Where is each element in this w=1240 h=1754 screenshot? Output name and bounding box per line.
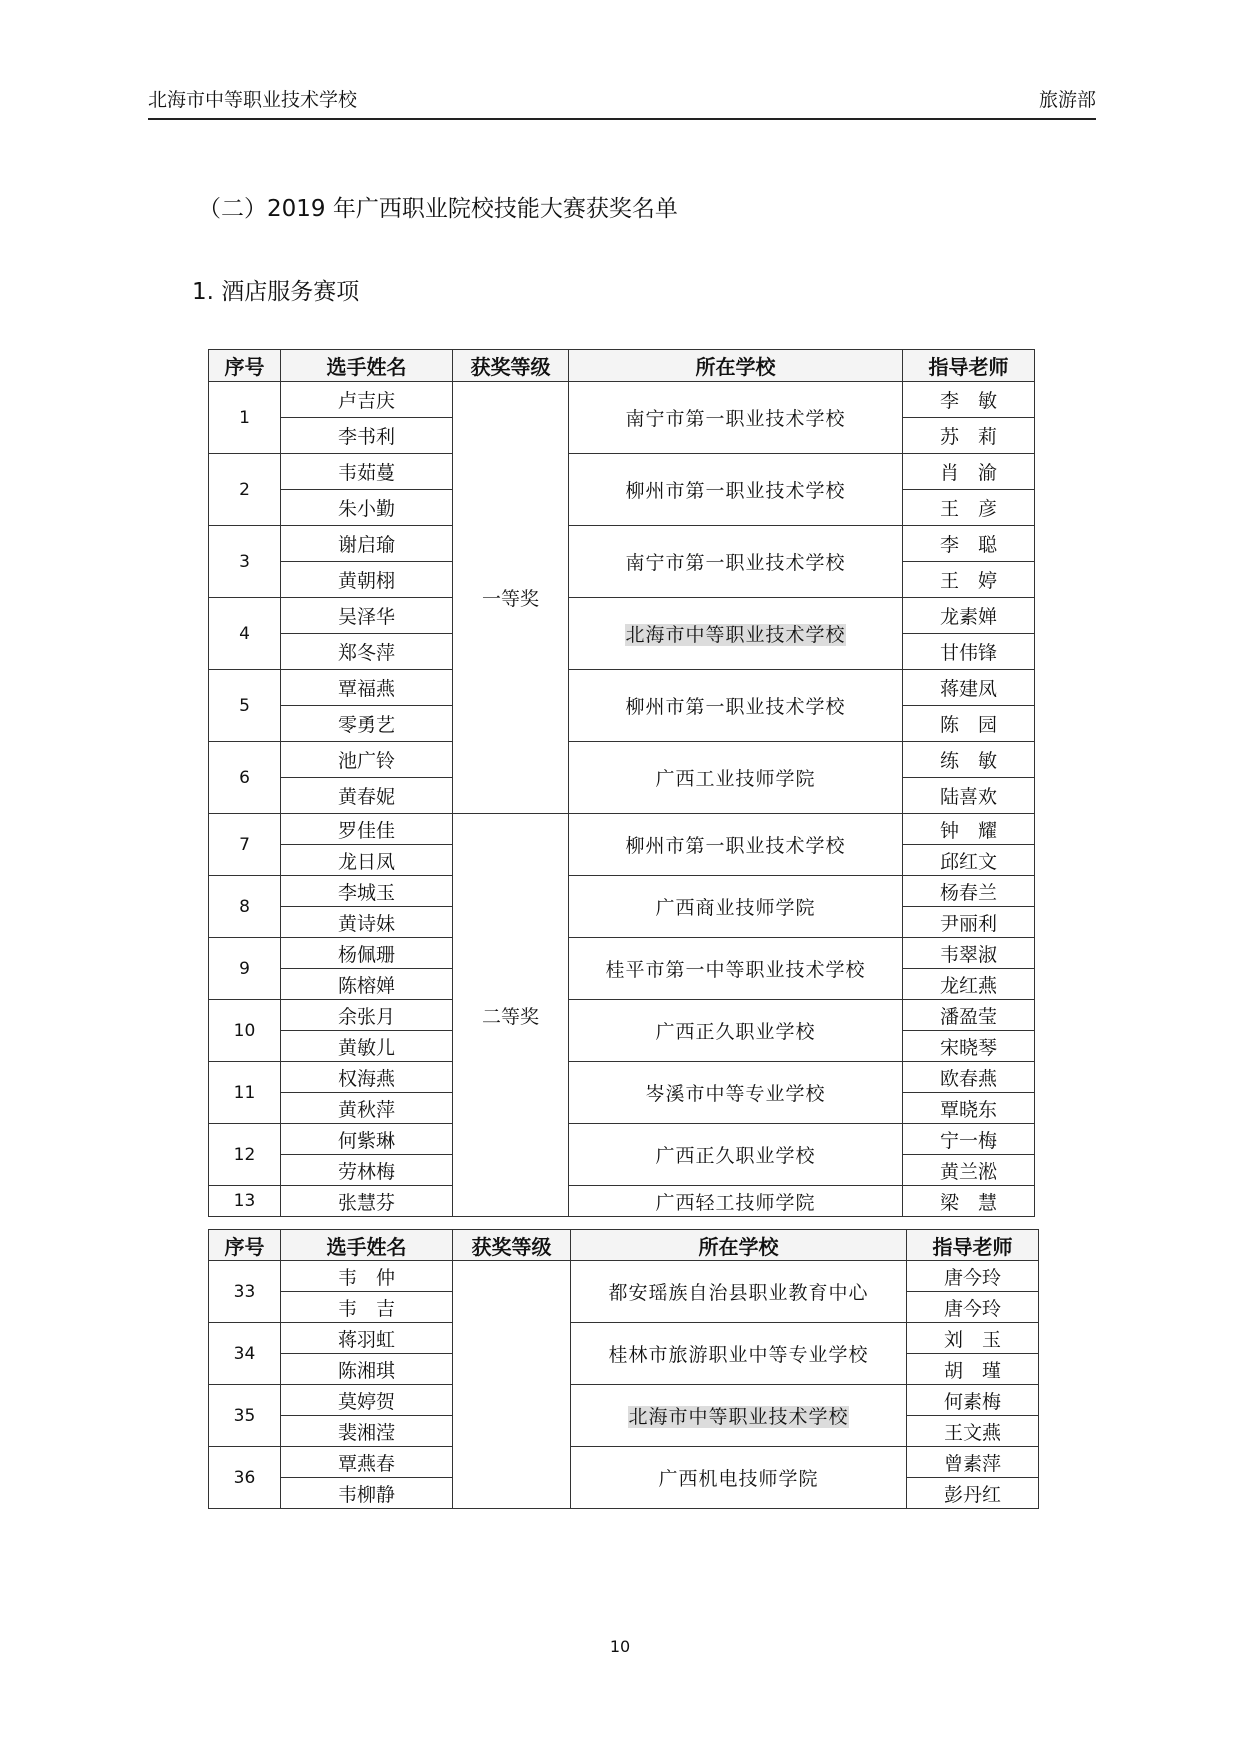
student-name: 韦 吉	[281, 1292, 453, 1323]
school-name: 广西轻工技师学院	[569, 1186, 903, 1217]
table-row	[209, 1385, 1039, 1416]
teacher-name: 邱红文	[903, 845, 1035, 876]
row-index: 2	[209, 454, 281, 526]
header-teacher: 指导老师	[903, 350, 1035, 382]
teacher-name: 龙红燕	[903, 969, 1035, 1000]
row-index: 8	[209, 876, 281, 938]
table-row	[209, 1186, 1035, 1217]
teacher-name: 李 敏	[903, 382, 1035, 418]
school-name-text: 北海市中等职业技术学校	[625, 624, 846, 646]
teacher-name: 苏 莉	[903, 418, 1035, 454]
row-index: 1	[209, 382, 281, 454]
table-row	[209, 1000, 1035, 1031]
header-school: 所在学校	[571, 1230, 907, 1261]
school-name: 广西商业技师学院	[569, 876, 903, 938]
student-name: 零勇艺	[281, 706, 453, 742]
teacher-name: 王 婷	[903, 562, 1035, 598]
page-header	[148, 88, 1096, 120]
student-name: 吴泽华	[281, 598, 453, 634]
school-name-text: 北海市中等职业技术学校	[628, 1406, 849, 1428]
student-name: 覃福燕	[281, 670, 453, 706]
teacher-name: 王文燕	[907, 1416, 1039, 1447]
teacher-name: 尹丽利	[903, 907, 1035, 938]
student-name: 张慧芬	[281, 1186, 453, 1217]
header-index: 序号	[209, 350, 281, 382]
student-name: 黄秋萍	[281, 1093, 453, 1124]
row-index: 36	[209, 1447, 281, 1509]
table-row	[209, 526, 1035, 562]
teacher-name: 覃晓东	[903, 1093, 1035, 1124]
header-student-name: 选手姓名	[281, 350, 453, 382]
table-header-row	[209, 350, 1035, 382]
student-name: 黄诗妹	[281, 907, 453, 938]
student-name: 韦 仲	[281, 1261, 453, 1292]
teacher-name: 陈 园	[903, 706, 1035, 742]
school-name: 柳州市第一职业技术学校	[569, 670, 903, 742]
table-row	[209, 1124, 1035, 1155]
student-name: 黄朝栩	[281, 562, 453, 598]
table-row	[209, 814, 1035, 845]
student-name: 朱小勤	[281, 490, 453, 526]
table-row	[209, 1447, 1039, 1478]
student-name: 莫婷贺	[281, 1385, 453, 1416]
teacher-name: 刘 玉	[907, 1323, 1039, 1354]
header-school: 所在学校	[569, 350, 903, 382]
row-index: 5	[209, 670, 281, 742]
school-name: 南宁市第一职业技术学校	[569, 526, 903, 598]
teacher-name: 韦翠淑	[903, 938, 1035, 969]
table-row	[209, 670, 1035, 706]
teacher-name: 钟 耀	[903, 814, 1035, 845]
table-row	[209, 742, 1035, 778]
student-name: 黄敏儿	[281, 1031, 453, 1062]
award-level-empty	[453, 1261, 571, 1509]
student-name: 蒋羽虹	[281, 1323, 453, 1354]
teacher-name: 陆喜欢	[903, 778, 1035, 814]
teacher-name: 梁 慧	[903, 1186, 1035, 1217]
school-name: 广西机电技师学院	[571, 1447, 907, 1509]
student-name: 卢吉庆	[281, 382, 453, 418]
student-name: 黄春妮	[281, 778, 453, 814]
row-index: 35	[209, 1385, 281, 1447]
teacher-name: 曾素萍	[907, 1447, 1039, 1478]
school-name: 桂平市第一中等职业技术学校	[569, 938, 903, 1000]
student-name: 覃燕春	[281, 1447, 453, 1478]
award-level-first: 一等奖	[453, 382, 569, 814]
student-name: 罗佳佳	[281, 814, 453, 845]
table-row	[209, 938, 1035, 969]
page-number: 10	[609, 1637, 631, 1656]
student-name: 劳林梅	[281, 1155, 453, 1186]
table-row	[209, 1261, 1039, 1292]
header-award-level: 获奖等级	[453, 350, 569, 382]
student-name: 权海燕	[281, 1062, 453, 1093]
row-index: 9	[209, 938, 281, 1000]
teacher-name: 宋晓琴	[903, 1031, 1035, 1062]
table-row	[209, 876, 1035, 907]
table-row	[209, 382, 1035, 418]
row-index: 7	[209, 814, 281, 876]
row-index: 12	[209, 1124, 281, 1186]
school-name: 都安瑶族自治县职业教育中心	[571, 1261, 907, 1323]
student-name: 韦茹蔓	[281, 454, 453, 490]
award-level-second: 二等奖	[453, 814, 569, 1217]
header-department: 旅游部	[1038, 89, 1096, 111]
student-name: 李书利	[281, 418, 453, 454]
school-name: 广西正久职业学校	[569, 1000, 903, 1062]
row-index: 4	[209, 598, 281, 670]
school-name: 广西工业技师学院	[569, 742, 903, 814]
student-name: 余张月	[281, 1000, 453, 1031]
school-name-highlighted	[571, 1385, 907, 1447]
student-name: 池广铃	[281, 742, 453, 778]
student-name: 杨佩珊	[281, 938, 453, 969]
student-name: 裴湘滢	[281, 1416, 453, 1447]
row-index: 34	[209, 1323, 281, 1385]
row-index: 33	[209, 1261, 281, 1323]
school-name-highlighted	[569, 598, 903, 670]
teacher-name: 潘盈莹	[903, 1000, 1035, 1031]
teacher-name: 蒋建凤	[903, 670, 1035, 706]
header-student-name: 选手姓名	[281, 1230, 453, 1261]
awards-table-1	[208, 349, 1035, 1217]
row-index: 11	[209, 1062, 281, 1124]
header-award-level: 获奖等级	[453, 1230, 571, 1261]
teacher-name: 肖 渝	[903, 454, 1035, 490]
teacher-name: 胡 瑾	[907, 1354, 1039, 1385]
teacher-name: 龙素婵	[903, 598, 1035, 634]
header-index: 序号	[209, 1230, 281, 1261]
school-name: 柳州市第一职业技术学校	[569, 814, 903, 876]
teacher-name: 何素梅	[907, 1385, 1039, 1416]
teacher-name: 宁一梅	[903, 1124, 1035, 1155]
teacher-name: 黄兰淞	[903, 1155, 1035, 1186]
row-index: 6	[209, 742, 281, 814]
table-header-row	[209, 1230, 1039, 1261]
row-index: 3	[209, 526, 281, 598]
school-name: 南宁市第一职业技术学校	[569, 382, 903, 454]
student-name: 陈湘琪	[281, 1354, 453, 1385]
teacher-name: 李 聪	[903, 526, 1035, 562]
table-row	[209, 1062, 1035, 1093]
student-name: 陈榕婵	[281, 969, 453, 1000]
teacher-name: 甘伟锋	[903, 634, 1035, 670]
school-name: 桂林市旅游职业中等专业学校	[571, 1323, 907, 1385]
teacher-name: 唐今玲	[907, 1292, 1039, 1323]
subsection-title: 1. 酒店服务赛项	[192, 279, 360, 305]
school-name: 广西正久职业学校	[569, 1124, 903, 1186]
teacher-name: 练 敏	[903, 742, 1035, 778]
teacher-name: 杨春兰	[903, 876, 1035, 907]
teacher-name: 王 彦	[903, 490, 1035, 526]
header-teacher: 指导老师	[907, 1230, 1039, 1261]
student-name: 郑冬萍	[281, 634, 453, 670]
table-row	[209, 1323, 1039, 1354]
student-name: 何紫琳	[281, 1124, 453, 1155]
section-title: （二）2019 年广西职业院校技能大赛获奖名单	[198, 196, 678, 222]
student-name: 韦柳静	[281, 1478, 453, 1509]
teacher-name: 欧春燕	[903, 1062, 1035, 1093]
row-index: 10	[209, 1000, 281, 1062]
table-row	[209, 454, 1035, 490]
table-row	[209, 598, 1035, 634]
teacher-name: 唐今玲	[907, 1261, 1039, 1292]
header-school-name: 北海市中等职业技术学校	[148, 89, 358, 111]
teacher-name: 彭丹红	[907, 1478, 1039, 1509]
school-name: 柳州市第一职业技术学校	[569, 454, 903, 526]
student-name: 李城玉	[281, 876, 453, 907]
school-name: 岑溪市中等专业学校	[569, 1062, 903, 1124]
student-name: 谢启瑜	[281, 526, 453, 562]
awards-table-2	[208, 1229, 1039, 1509]
row-index: 13	[209, 1186, 281, 1217]
student-name: 龙日凤	[281, 845, 453, 876]
